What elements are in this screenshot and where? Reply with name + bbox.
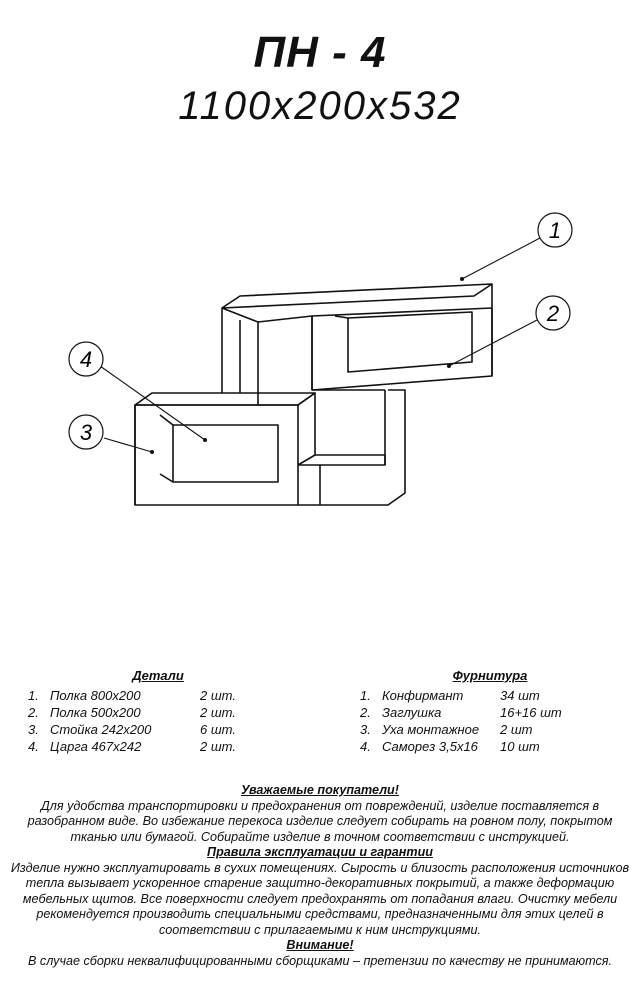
attention-heading: Внимание! xyxy=(286,938,354,952)
customers-heading: Уважаемые покупатели! xyxy=(241,783,399,797)
callout-label-1: 1 xyxy=(548,218,562,243)
callout-label-2: 2 xyxy=(546,301,560,326)
upper-cabinet-front xyxy=(312,308,492,390)
upper-cabinet-top xyxy=(222,284,492,308)
rules-heading: Правила эксплуатации и гарантии xyxy=(207,845,433,859)
hardware-heading: Фурнитура xyxy=(452,668,528,683)
customer-notes xyxy=(10,783,630,969)
callout-label-4: 4 xyxy=(79,347,93,372)
customers-text: Для удобства транспортировки и предохранения от повреждений, изделие поставляется в разобранном виде. Во избежание перекоса изделие следует собирать на ровном полу, покрытом тканью или бумагой. Собирайте изделие в точном соответствии с инструкцией. xyxy=(27,798,613,844)
list-item: 2. Заглушка 16+16 шт xyxy=(360,705,562,720)
callout-label-3: 3 xyxy=(79,420,93,445)
lower-cabinet-inner xyxy=(173,425,278,482)
attention-text: В случае сборки неквалифицированными сборщиками – претензии по качеству не принимаются. xyxy=(28,953,612,968)
list-item: 3. Стойка 242х200 6 шт. xyxy=(28,722,236,737)
list-item: 1. Полка 800х200 2 шт. xyxy=(28,688,236,703)
lower-cabinet-front xyxy=(135,405,298,505)
details-list xyxy=(28,668,288,755)
lower-cabinet-top xyxy=(135,393,315,405)
product-title: ПН - 4 xyxy=(253,28,387,77)
rules-text: Изделие нужно эксплуатировать в сухих помещениях. Сырость и близость расположения источников тепла вызывает ускоренное старение защитно-декоративных покрытий, а также деформацию мебельных щитов. Все поверхности следует предохранять от попадания влаги. Очистку мебели рекомендуется производить специальными средствами, предназначенными для этих целей в соответствии с прилагаемыми к ним инструкциями. xyxy=(10,860,630,937)
upper-cabinet-inner xyxy=(348,312,472,372)
list-item: 2. Полка 500х200 2 шт. xyxy=(28,705,236,720)
details-heading: Детали xyxy=(132,668,184,683)
middle-span-bottom xyxy=(298,390,405,505)
product-dimensions: 1100x200x532 xyxy=(178,84,462,128)
list-item: 3. Уха монтажное 2 шт xyxy=(360,722,533,737)
list-item: 4. Саморез 3,5х16 10 шт xyxy=(360,739,540,754)
middle-span xyxy=(298,393,315,465)
hardware-list xyxy=(360,668,620,755)
list-item: 1. Конфирмант 34 шт xyxy=(360,688,540,703)
list-item: 4. Царга 467х242 2 шт. xyxy=(28,739,236,754)
